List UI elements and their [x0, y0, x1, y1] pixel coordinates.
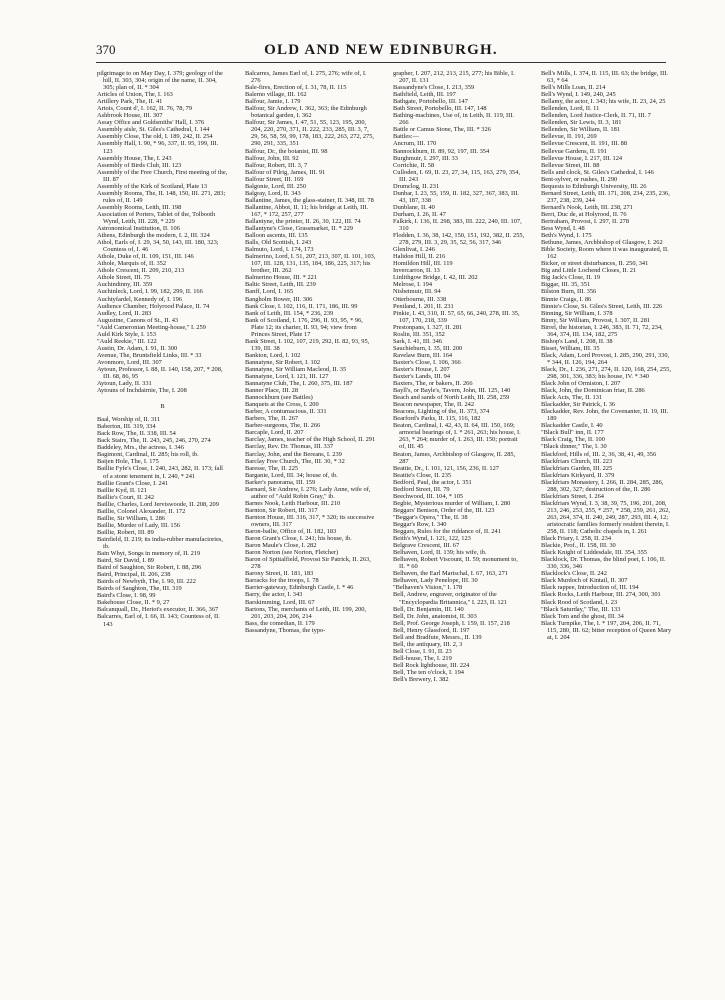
index-entry: Belhaven, the Earl Marischal, I. 67, 163, 271: [393, 570, 509, 578]
index-entry: Battles:—: [393, 133, 419, 141]
index-entry: Bell's Mills Loan, II. 214: [541, 84, 606, 92]
index-entry: Assembly of Birds Club, III. 123: [97, 161, 182, 169]
index-entry: Barber-surgeons, The, II. 266: [245, 422, 321, 430]
index-entry: Black John of Ormiston, I. 207: [541, 380, 621, 388]
index-entry: Black Turnpike, The, I. * 197, 204, 206, II. 71, 115, 280, III. 62; bitter reception of Queen Mary at, I. 204: [541, 619, 672, 641]
index-entry: Bell Close, I. 91, II. 23: [393, 647, 452, 655]
index-entry: Articles of Union, The, I. 163: [97, 91, 173, 99]
index-entry: Baberton, III. 319, 334: [97, 423, 156, 431]
index-entry: Falkirk, I. 136, II. 298, 383, III. 222, 240, III. 107, 310: [393, 217, 522, 233]
index-entry: Bell, Dr. John, anatomist, II. 303: [393, 612, 477, 620]
index-entry: Bellevue House, I. 217, III. 124: [541, 154, 623, 162]
index-entry: Athens, Edinburgh the modern, I. 2, III. 324: [97, 232, 210, 240]
index-entry: Assembly aisle, St. Giles's Cathedral, I. 144: [97, 126, 210, 134]
index-entry: Durham, I. 26, II. 47: [393, 210, 446, 218]
index-entry: Baillie, Charles, Lord Jerviswoode, II. 208, 209: [97, 500, 219, 508]
index-entry: Bent-sylver, or rushes, II. 290: [541, 175, 618, 183]
index-entry: Baxter's House, I. 207: [393, 365, 450, 373]
index-entry: Beaton, Cardinal, I. 42, 43, II. 64, III. 150, 169; armorial bearings of, I. * 261, 263; his house, I. 263, * 264; murder of, I. 263, III. 150; portrait of, III. 45: [393, 422, 521, 451]
index-entry: Barnton, Sir Robert, III. 317: [245, 506, 318, 514]
index-entry: Bank of Leith, III. 154, * 236, 239: [245, 309, 334, 317]
index-entry: Athol, Earls of, I. 29, 34, 50, 143, III. 180, 323; Countess of, I. 46: [97, 239, 219, 254]
index-entry: Baron-bailie, Office of, II. 182, 183: [245, 528, 337, 536]
running-header: [96, 40, 666, 63]
index-entry: Balmerino, Lord, I. 51, 207, 213, 307, II. 101, 103, 107, III. 128, 131, 135, 184, 186, 225, 317; his brother, III. 262: [245, 253, 376, 275]
index-entry: Baillie's Court, II. 242: [97, 493, 155, 501]
index-entry: Bell and Bradfute, Messrs., II. 139: [393, 633, 482, 641]
index-entry: Ballantyne, the printer, II. 26, 30, 122, III. 74: [245, 217, 361, 225]
index-entry: Barnes Nook, Leith Harbour, III. 210: [245, 499, 341, 507]
index-entry: Bank Close, I. 102, 116, II. 171, 186, III. 99: [245, 302, 358, 310]
index-entry: Back Stairs, The, II. 243, 245, 246, 270, 274: [97, 437, 211, 445]
index-entry: Bethune, James, Archbishop of Glasgow, I. 262: [541, 239, 663, 247]
index-entry: Athole Crescent, II. 209, 210, 213: [97, 267, 185, 275]
index-column-4: [541, 70, 673, 641]
index-entry: Bangholm Bower, III. 306: [245, 295, 313, 303]
index-entry: Baillie, Colonel Alexander, II. 172: [97, 507, 186, 515]
index-entry: Blackfriars Garden, III. 225: [541, 464, 613, 472]
index-entry: Bagimont, Cardinal, II. 285; his roll, ib.: [97, 451, 199, 459]
index-entry: Bible Society, Room where it was inaugurated, II. 162: [541, 246, 669, 261]
index-entry: Bell's Brewery, I. 382: [393, 676, 449, 684]
index-entry: Bellevue Gardens, II. 191: [541, 147, 607, 155]
index-entry: pilgrimage to on May Day, I. 379; geology of the hill, II. 303, 304; origin of the name, II. 304, 305; plan of, II. * 304: [97, 70, 223, 92]
index-entry: Blackadder Castle, I. 40: [541, 422, 603, 430]
index-entry: "Black dinner," The, I. 30: [541, 443, 607, 451]
index-entry: Assembly Close, The old, I. 189, 242, II. 254: [97, 133, 213, 141]
index-entry: Binnie's Close, St. Giles's Street, Leith, III. 226: [541, 302, 663, 310]
index-entry: Blackie, Prof., II. 158, III. 30: [541, 542, 616, 550]
index-entry: Bairds of Saughton, The, III. 319: [97, 585, 182, 593]
index-entry: Balfour, Sir James, I. 47, 51, 55, 123, 195, 200, 204, 220, 270, 371, II. 222, 233, 285, III. 3, 7, 29, 56, 58, 59, 99, 178, 183, 222, 263, 272, 275, 290, 291, 335, 351: [245, 119, 375, 148]
index-entry: Bell Rock lighthouse, III. 224: [393, 661, 470, 669]
index-entry: Bakehouse Close, II. * 9, 27: [97, 599, 170, 607]
index-entry: Blackfriars Monastery, I. 266, II. 284, 285, 286, 288, 302, 327; destruction of the, II. 286: [541, 478, 664, 493]
index-entry: Bequests to Edinburgh University, III. 26: [541, 182, 647, 190]
index-entry: Athole Street, III. 75: [97, 274, 151, 282]
index-entry: Bank Street, I. 102, 107, 219, 292, II. 82, 93, 95, 139, III. 38: [245, 337, 370, 352]
index-entry: Balfour Street, III. 169: [245, 175, 304, 183]
index-entry: Melrose, I. 194: [393, 281, 433, 289]
index-entry: Bassandyne, Thomas, the typo-: [245, 626, 326, 634]
index-entry: Black Rood of Scotland, I. 23: [541, 598, 618, 606]
index-entry: Pentland, I. 201, II. 231: [393, 302, 454, 310]
index-entry: Bannatyne, Sir Robert, I. 102: [245, 358, 321, 366]
index-entry: Halidon Hill, II. 216: [393, 253, 446, 261]
index-entry: Auchindinny, III. 359: [97, 281, 153, 289]
index-entry: Baillie Grant's Close, I. 241: [97, 479, 169, 487]
index-entry: Bannockburn, II. 89, 92, 197, III. 354: [393, 147, 490, 155]
index-entry: Bellenden, Sir William, II. 181: [541, 126, 620, 134]
index-entry: Black, John, the Dominican friar, II. 286: [541, 387, 645, 395]
index-entry: Linlithgow Bridge, I. 42, III. 202: [393, 274, 478, 282]
index-entry: Beattie, Dr., I. 101, 121, 156, 236, II. 127: [393, 464, 499, 472]
index-entry: Baird, Sir David, I. 89: [97, 557, 154, 565]
index-entry: Bain Whyt, Songs in memory of, II. 219: [97, 550, 201, 558]
index-entry: Beggars' Benison, Order of the, III. 123: [393, 506, 495, 514]
index-entry: Bell, Prof. George Joseph, I. 159, II. 157, 218: [393, 619, 510, 627]
index-entry: Barnton House, III. 316, 317, * 320; its successive owners, III. 317: [245, 513, 375, 528]
page-number: 370: [96, 42, 116, 57]
index-entry: Drumclog, II. 231: [393, 182, 440, 190]
index-entry: Binny, Sir William, Provost, I. 307, II. 281: [541, 316, 651, 324]
index-entry: Ravelaw Burn, III. 164: [393, 351, 453, 359]
index-entry: Assembly House, The, I. 243: [97, 154, 172, 162]
index-entry: Baird of Saughton, Sir Robert, I. 88, 296: [97, 564, 202, 572]
index-entry: Bell's Wynd, I. 149, 240, 245: [541, 91, 616, 99]
index-entry: Barrier-gateway, Edinburgh Castle, I. * 46: [245, 584, 354, 592]
index-column-2: [245, 70, 377, 634]
index-entry: Corrichie, II. 58: [393, 161, 435, 169]
index-entry: Bellenden, Lord, II. 11: [541, 105, 600, 113]
index-entry: Baron of Spittalfield, Provost Sir Patrick, II. 263, 278: [245, 556, 371, 571]
index-entry: Barker's panorama, III. 159: [245, 478, 316, 486]
index-entry: Balmerino House, III. * 221: [245, 274, 318, 282]
index-entry: Bellevue Crescent, II. 191, III. 88: [541, 140, 628, 148]
index-entry: Flodden, I. 36, 38, 142, 150, 151, 192, 382, II. 255, 278, 279, III. 3, 29, 35, 52, 56, 317, 346: [393, 232, 525, 247]
index-entry: Audley, Lord, II. 283: [97, 309, 152, 317]
index-entry: Blackfriars Kirkyard, II. 379: [541, 471, 615, 479]
index-entry: Bedford Street, III. 79: [393, 485, 450, 493]
index-entry: Balmuto, Lord, I. 174, 173: [245, 246, 314, 254]
index-entry: Beth's Wynd, I. 175: [541, 232, 592, 240]
index-entry: Baillie, Sir William, I. 286: [97, 514, 165, 522]
index-entry: Bayll's, or Bayle's, Tavern, John, III. 125, 140: [393, 387, 511, 395]
index-entry: Assembly Rooms, The, II. 148, 150, III. 271, 283; rules of, II. 149: [97, 189, 226, 204]
index-entry: Athole, Duke of, II. 109, 151, III. 146: [97, 253, 194, 261]
index-entry: Pinkie, I. 43, 310, II. 57, 65, 66, 240, 278, III. 35, 107, 170, 218, 339: [393, 309, 520, 324]
index-entry: Beaton, James, Archbishop of Glasgow, II. 285, 287: [393, 450, 516, 465]
index-entry: Binning, Sir William, I. 378: [541, 309, 613, 317]
index-entry: Balfour, Robert, III. 3, 7: [245, 161, 308, 169]
index-entry: Beggar's Row, I. 340: [393, 521, 447, 528]
index-entry: Balcanquall, Dr., Heriot's executor, II. 366, 367: [97, 606, 219, 614]
index-entry: Bannatyne Club, The, I. 260, 375, III. 187: [245, 380, 353, 388]
index-entry: Bathfield, Leith, III. 197: [393, 91, 456, 99]
index-entry: Black Rocks, Leith Harbour, III. 274, 300, 301: [541, 591, 661, 599]
index-entry: Avonmore, Lord, III. 307: [97, 358, 162, 366]
index-entry: Balgonie, Lord, III. 250: [245, 182, 307, 190]
index-entry: Assembly of the Free Church, First meeting of the, III. 87: [97, 168, 228, 183]
index-entry: Battle or Camus Stone, The, III. * 326: [393, 126, 491, 134]
index-entry: Biggar, III. 35, 351: [541, 281, 591, 289]
index-entry: Aytouns of Inchdairnie, The, I. 208: [97, 387, 187, 395]
index-entry: Blackadder, Rev. John, the Covenanter, II. 19, III. 189: [541, 408, 669, 423]
index-entry: Blacklock's Close, II. 242: [541, 570, 607, 578]
index-entry: Beacon newspaper, The, II. 242: [393, 401, 475, 409]
index-entry: Invercarron, II. 13: [393, 267, 440, 275]
index-entry: Bishop's Land, I. 208, II. 38: [541, 337, 613, 345]
index-entry: Balfour, Sir Andrew, I. 362, 363; the Edinburgh botanical garden, I. 362: [245, 105, 367, 120]
index-entry: Big and Little Lochend Closes, II. 21: [541, 267, 637, 275]
index-entry: Barry, the actor, I. 343: [245, 591, 303, 599]
index-entry: Blackfriars Street, I. 264: [541, 492, 604, 500]
index-entry: Auchinleck, Lord, I. 99, 182, 299, II. 166: [97, 288, 203, 296]
index-entry: Baresse, The, II. 225: [245, 464, 299, 472]
index-entry: Black, Dr., I. 236, 271, 274, II. 120, 168, 254, 255, 298, 301, 336, 383; his house, IV. * 340: [541, 365, 671, 381]
index-entry: Baillie Kyd, II. 121: [97, 486, 147, 494]
index-entry: Bartons, The, merchants of Leith, III. 199, 200, 201, 203, 204, 206, 214: [245, 605, 367, 620]
index-entry: Beechwood, III. 104, * 105: [393, 492, 464, 500]
index-entry: Bernard's Nook, Leith, III. 238, 271: [541, 203, 633, 211]
index-entry: Beacons, Lighting of the, II. 373, 374: [393, 408, 490, 416]
index-entry: Bannatyne, Lord, I. 121, III. 127: [245, 373, 329, 381]
index-entry: Begbie, Mysterious murder of William, I. 280: [393, 499, 511, 507]
index-entry: Avenue, The, Bruntsfield Links, III. * 33: [97, 351, 202, 359]
index-entry: Banquets at the Cross, I. 200: [245, 401, 319, 409]
index-entry: "Beggar's Opera," The, II. 38: [393, 513, 468, 521]
index-entry: Baal, Worship of, II. 311: [97, 416, 161, 424]
index-entry: Bannockburn (see Battles): [245, 394, 313, 402]
index-entry: Otterbourne, III. 338: [393, 295, 447, 303]
index-entry: Homildon Hill, III. 119: [393, 260, 453, 268]
index-entry: Bells and clock, St. Giles's Cathedral, I. 146: [541, 168, 654, 176]
page-title: OLD AND NEW EDINBURGH.: [264, 42, 498, 58]
index-entry: Barbers, The, II. 267: [245, 415, 299, 423]
index-entry: Ancrum, III. 170: [393, 140, 437, 148]
index-entry: Balfour of Pilrig, James, III. 91: [245, 168, 326, 176]
index-entry: Binnie Craigs, I. 86: [541, 295, 592, 303]
index-entry: Back Row, The, II. 338, III. 54: [97, 430, 176, 438]
index-entry: Bell, the antiquary, III. 2, 3: [393, 640, 463, 648]
index-entry: Bathgate, Portobello, III. 147: [393, 98, 468, 106]
index-entry: Barclay, Rev. Dr. Thomas, III. 337: [245, 443, 334, 451]
index-entry: Balfour, Dr., the botanist, III. 98: [245, 147, 328, 155]
index-entry: "Auld Cameronian Meeting-house," I. 259: [97, 323, 206, 331]
index-entry: Bellevue Street, III. 88: [541, 161, 600, 169]
index-entry: Blackadder, Sir Patrick, I. 36: [541, 401, 616, 409]
index-entry: Balcarres, James Earl of, I. 275, 276; wife of, I. 276: [245, 70, 367, 85]
index-entry: Athole, Marquis of, II. 352: [97, 260, 167, 268]
index-entry: Dunbar, I. 23, 55, 159, II. 182, 327, 367, 383, III. 43, 187, 338: [393, 189, 519, 204]
index-entry: Assembly of the Kirk of Scotland, Plate 13: [97, 182, 208, 190]
index-entry: Beith's Wynd, I. 121, 122, 123: [393, 535, 471, 543]
index-entry: Birrel, the historian, I. 246, 383, II. 71, 72, 234, 364, 374, III. 134, 182, 275: [541, 323, 663, 338]
index-entry: Bellenden, Sir Lewis, II. 3, 181: [541, 119, 622, 127]
index-column-1: [97, 70, 229, 628]
index-entry: Ashbrook House, III. 307: [97, 112, 163, 120]
index-entry: Audience Chamber, Holyrood Palace, II. 74: [97, 302, 210, 310]
index-entry: Balcarres, Earl of, I. 66, II. 143; Countess of, II. 143: [97, 613, 220, 628]
index-entry: Barclay, John, and the Bereans, I. 239: [245, 450, 342, 458]
index-entry: Black Knight of Liddesdale, III. 354, 355: [541, 549, 647, 557]
index-entry: Black rappee, Introduction of, III. 194: [541, 584, 639, 592]
index-entry: Baijen Hole, The, I. 175: [97, 458, 159, 466]
index-entry: Barcaple, Lord, II. 207: [245, 429, 304, 437]
index-entry: Barnard, Sir Andrew, I. 276; Lady Anne, wife of, author of "Auld Robin Gray," ib.: [245, 485, 371, 500]
index-entry: Bainfield, II. 219; its india-rubber manufactories, ib.: [97, 535, 223, 550]
index-entry: Artillery Park, The, II. 41: [97, 98, 163, 106]
index-entry: Aytoun, Professor, I. 88, II. 140, 158, 207, * 208, III. 68, 86, 95: [97, 365, 223, 381]
index-entry: Big Jack's Close, II. 19: [541, 274, 601, 282]
index-entry: Bathing-machines, Use of, in Leith, II. 119, III. 266: [393, 112, 514, 127]
index-entry: "Black Saturday," The, III. 133: [541, 605, 621, 613]
index-entry: Baillie, Robert, III. 89: [97, 528, 154, 536]
index-entry: Blackford, Hills of, III. 2, 36, 38, 41, 49, 356: [541, 450, 657, 458]
index-entry: Baron Norton (see Norton, Fletcher): [245, 549, 339, 557]
index-entry: Assembly Rooms, Leith, III. 198: [97, 203, 182, 211]
index-entry: Bairds of Newbyth, The, I. 90, III. 222: [97, 578, 196, 586]
index-entry: Sark, I. 41, III. 346: [393, 337, 442, 345]
index-entry: Bankton, Lord, I. 102: [245, 351, 301, 359]
index-entry: Bertraham, Provost, I. 297, II. 278: [541, 217, 630, 225]
index-entry: Astronomical Institution, II. 106: [97, 225, 180, 233]
index-entry: Bell-house, The, I. 219: [393, 654, 452, 662]
index-entry: Balgray, Lord, II. 343: [245, 189, 301, 197]
index-entry: Baillie, Murder of Lady, III. 156: [97, 521, 180, 529]
index-entry: Baltic Street, Leith, III. 239: [245, 281, 316, 289]
index-entry: Beggars, Rules for the riddance of, II. 241: [393, 528, 501, 536]
index-entry: Baxter's Close, I. 106, 366: [393, 358, 461, 366]
index-entry: Blackfriars Church, III. 223: [541, 457, 613, 465]
index-entry: Belhaven, Lord, II. 139; his wife, ib.: [393, 549, 487, 557]
index-entry: "Belhaven's Vision," I. 178: [393, 584, 463, 592]
index-entry: Baird's Close, I. 98, 99: [97, 592, 156, 600]
index-entry: Auld Kirk Style, I. 153: [97, 330, 156, 338]
index-entry: Baron Grant's Close, I. 241; his house, ib.: [245, 535, 352, 543]
index-entry: Black Tom and the ghost, III. 34: [541, 612, 624, 620]
index-entry: Bess Wynd, I. 48: [541, 225, 585, 233]
index-entry: Dunblane, II. 40: [393, 203, 435, 211]
index-entry: Balerno village, III. 162: [245, 91, 307, 99]
index-entry: Bell, Henry Glassford, II. 197: [393, 626, 470, 634]
index-entry: Nisbetmuir, III. 94: [393, 288, 441, 296]
index-entry: Belhaven, Lady Penelope, III. 30: [393, 577, 478, 585]
index-entry: Barracks for the troops, I. 78: [245, 577, 319, 585]
index-entry: Bellevue, II. 191, 269: [541, 133, 597, 141]
index-entry: Glenlivat, I. 246: [393, 246, 435, 254]
index-entry: "Black Bull" inn, II. 177: [541, 429, 604, 437]
index-entry: Berri, Duc de, at Holyrood, II. 76: [541, 210, 627, 218]
index-entry: Sauchieburn, I. 35, III. 200: [393, 344, 463, 352]
index-entry: Burghmuir, I. 297, III. 33: [393, 154, 458, 162]
index-entry: Black Acts, The, II. 131: [541, 394, 603, 402]
index-entry: grapher, I. 207, 212, 213, 215, 277; his Bible, I. 207, II. 131: [393, 70, 515, 85]
index-entry: Balfour, Jamie, I. 179: [245, 98, 301, 106]
index-entry: Blacklock, Dr. Thomas, the blind poet, I. 106, II. 330, 336, 346: [541, 556, 666, 571]
index-entry: Beattie's Close, II. 235: [393, 471, 452, 479]
index-entry: Beach and sands of North Leith, III. 258, 259: [393, 394, 510, 402]
index-entry: Baddeley, Mrs., the actress, I. 346: [97, 444, 184, 452]
index-entry: Bath Street, Portobello, III. 147, 148: [393, 105, 487, 113]
index-entry: Association of Porters, Tablet of the, Tolbooth Wynd, Leith, III. 228, * 229: [97, 210, 216, 225]
index-entry: Bisset, William, III. 35: [541, 344, 600, 352]
index-entry: Baird, Principal, II. 206, 238: [97, 571, 171, 579]
index-entry: Assay Office and Goldsmiths' Hall, I. 376: [97, 119, 205, 127]
index-entry: Black Friary, I. 258, II. 234: [541, 535, 612, 543]
index-entry: Bell, Dr. Benjamin, III. 140: [393, 605, 464, 613]
index-entry: Ballantine, Abbot, II. 11; his bridge at Leith, III. 167, * 172, 257, 277: [245, 203, 369, 218]
index-entry: Bilston Burn, III. 356: [541, 288, 597, 296]
index-entry: Black, Adam, Lord Provost, I. 285, 290, 291, 330, * 344, II. 126, 194, 264: [541, 351, 670, 366]
index-entry: Belhaven, Robert Viscount, II. 59; monument to, II. * 60: [393, 556, 518, 571]
index-entry: Augustine, Canons of St., II. 43: [97, 316, 179, 324]
index-entry: Balfour, John, III. 92: [245, 154, 299, 162]
index-entry: Banner Place, III. 28: [245, 387, 299, 395]
index-entry: Barganie, Lord, III. 34; house of, ib.: [245, 471, 338, 479]
index-entry: Baron Maule's Close, I. 282: [245, 542, 317, 550]
index-entry: Bell's Mills, I. 374, II. 115, III. 63; the bridge, III. 63, * 64: [541, 70, 668, 85]
index-entry: Barony Street, II. 181, 183: [245, 570, 314, 578]
index-entry: Balls, Old Scottish, I. 243: [245, 239, 312, 247]
index-entry: Austin, Dr. Adam, I. 91, II. 300: [97, 344, 178, 352]
index-entry: Assembly Hall, I. 90, * 96, 337, II. 95, 199, III. 123: [97, 140, 219, 155]
index-entry: Prestonpans, I. 327, II. 281: [393, 323, 463, 331]
index-entry: Bell, Andrew, engraver, originator of the "Encyclopædia Britannica," I. 223, II. 121: [393, 591, 507, 606]
index-entry: Baillie Fyfe's Close, I. 240, 243, 282, II. 173; fall of a stone tenement in, I. 240, * 241: [97, 465, 223, 480]
index-entry: Bellenden, Lord Justice-Clerk, II. 71, III. 7: [541, 112, 651, 120]
index-entry: Bank of Scotland, I. 176, 296, II. 93, 95, * 96, Plate 12; its charter, II. 93, 94; view from Princes Street, Plate 17: [245, 316, 363, 338]
index-entry: Ballantine, James, the glass-stainer, II. 348, III. 78: [245, 196, 374, 204]
index-entry: Barclay Free Church, The, III. 30, * 32: [245, 457, 345, 465]
index-entry: Bicker, or street disturbances, II. 250, 341: [541, 260, 649, 268]
index-entry: Artois, Count d', I. 162, II. 76, 78, 79: [97, 105, 193, 113]
letter-heading: B: [160, 403, 166, 411]
index-entry: Bale-fires, Erection of, I. 31, 78, II. 115: [245, 84, 347, 92]
index-entry: Barber, A contumacious, II. 331: [245, 408, 327, 416]
index-entry: Balloon ascents, III. 135: [245, 232, 308, 240]
index-entry: Auchtyfardel, Kennedy of, I. 196: [97, 295, 183, 303]
index-entry: Bernard Street, Leith, III. 171, 208, 234, 235, 236, 237, 238, 239, 244: [541, 189, 670, 204]
index-entry: Culloden, I. 69, II. 23, 27, 34, 115, 163, 279, 354, III. 243: [393, 168, 521, 183]
index-entry: Blackfriars Wynd, I. 3, 38, 39, 75, 196, 201, 208, 213, 246, 253, 255, * 257, * 258, 259, 261, 262, 263, 264, 374, II. 240, 249, 287, 293, III. 4, 12; aristocratic families formerly resident therein, I. 258, II. 118; Catholic chapels in, I. 261: [541, 499, 671, 536]
index-entry: Bell, The ten o'clock, I. 194: [393, 668, 464, 676]
index-entry: Bedford, Paul, the actor, I. 351: [393, 478, 472, 486]
index-entry: Bannatyne, Sir William Macleod, II. 35: [245, 365, 347, 373]
index-entry: Baxter's Lands, III. 94: [393, 373, 451, 381]
index-entry: Baxters, The, or bakers, II. 266: [393, 380, 473, 388]
index-entry: Aytoun, Lady, II. 331: [97, 380, 152, 388]
index-entry: Barskimming, Lord, III. 67: [245, 598, 315, 606]
index-entry: "Auld Reekie," III. 122: [97, 337, 157, 345]
index-entry: Bass, the comedian, II. 179: [245, 619, 315, 627]
index-entry: Bellamy, the actor, I. 343; his wife, II. 23, 24, 25: [541, 98, 666, 106]
index-entry: Black Murdoch of Kintail, II. 307: [541, 577, 628, 585]
index-entry: Banff, Lord, I. 165: [245, 288, 294, 296]
index-entry: Roslin, III. 351, 352: [393, 330, 445, 338]
index-entry: Ballantyne's Close, Grassmarket, II. * 229: [245, 225, 353, 233]
index-columns: [97, 70, 672, 990]
index-entry: Bearford's Parks, II. 115, 116, 182: [393, 415, 481, 423]
index-entry: Black Craig, The, II. 100: [541, 436, 605, 444]
index-entry: Bassandyne's Close, I. 213, 359: [393, 84, 475, 92]
index-entry: Belgrave Crescent, III. 67: [393, 542, 460, 550]
index-entry: Barclay, James, teacher of the High School, II. 291: [245, 436, 376, 444]
index-column-3: [393, 70, 525, 683]
